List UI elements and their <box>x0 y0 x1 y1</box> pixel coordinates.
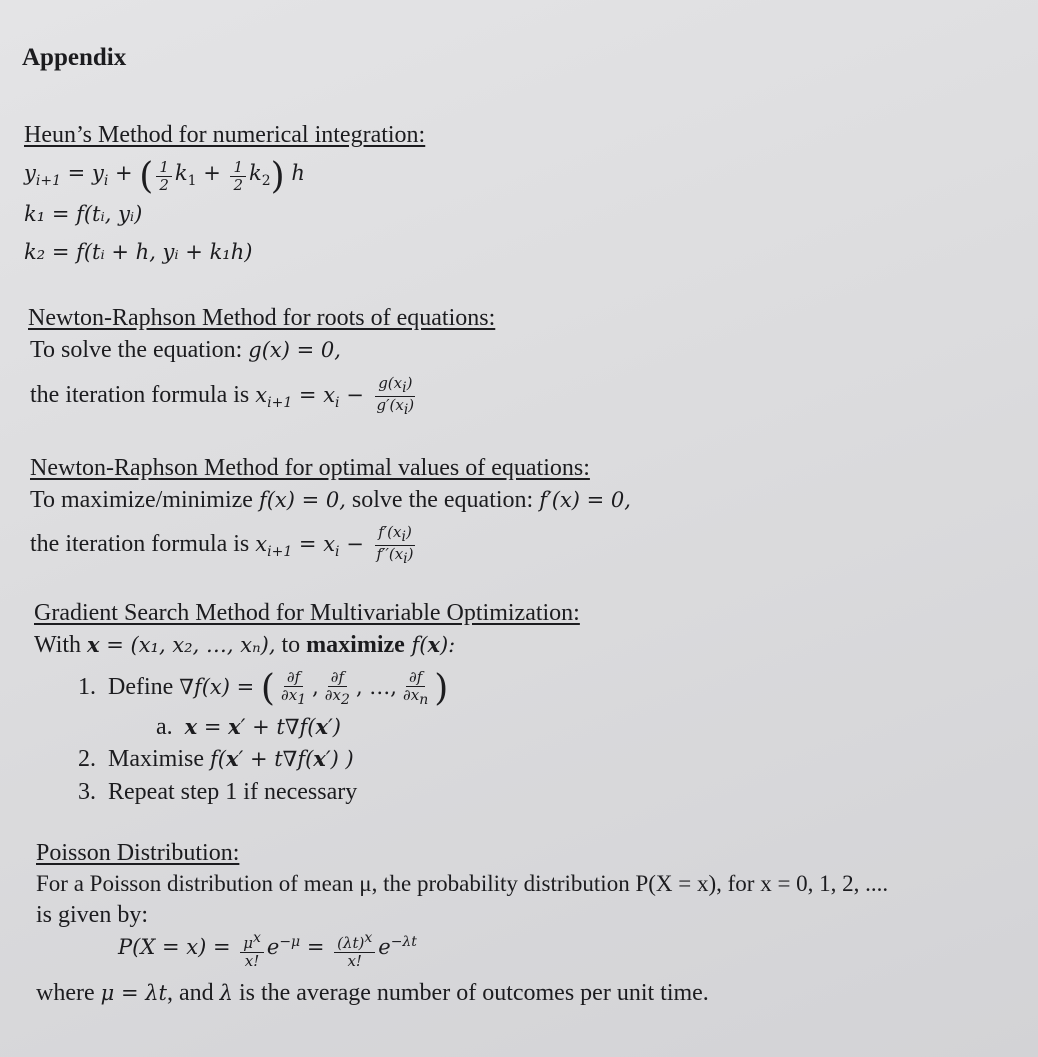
step2-number: 2. <box>78 746 96 772</box>
nr-opt-line2-text: the iteration formula is <box>30 531 256 558</box>
gradient-with-line: With x = (x₁, x₂, …, xₙ), to maximize f(x): <box>34 632 456 658</box>
poisson-line1: For a Poisson distribution of mean μ, the probability distribution P(X = x), for x = 0, 1, 2, .... <box>36 871 889 896</box>
poisson-where: where <box>36 980 101 1006</box>
nr-opt-line1 <box>30 487 631 514</box>
nr-opt-fraction: $\frac{f'(x_i)}{f''(x_i)}$ <box>376 523 414 568</box>
poisson-heading: Poisson Distribution: <box>36 840 240 866</box>
heun-heading: Heun’s Method for numerical integration: <box>24 122 426 148</box>
nr-roots-heading: Newton-Raphson Method for roots of equations: <box>28 305 496 331</box>
nr-opt-line2: the iteration formula is $x_{i+1} = x_i$ − $\frac{f'(x_i)}{f''(x_i)}$ <box>30 524 420 567</box>
step2-text: Maximise <box>108 746 210 772</box>
poisson-line2: is given by: <box>36 902 148 928</box>
poisson-desc: is the average number of outcomes per unit time. <box>232 980 709 1006</box>
gradient-vector: = (x₁, x₂, …, xₙ), <box>99 633 276 657</box>
nr-opt-line1a: To maximize/minimize <box>30 487 259 513</box>
nr-roots-line2: the iteration formula is $x_{i+1} = x_i$ − $\frac{g(x_i)}{g'(x_i)}$ <box>30 375 420 418</box>
heun-k1: k₁ = f(tᵢ, yᵢ) <box>24 202 143 226</box>
nr-roots-line1-text: To solve the equation: <box>30 337 249 363</box>
heun-k2: k₂ = f(tᵢ + h, yᵢ + k₁h) <box>24 240 253 264</box>
gradient-step1: 1. Define ∇f(x) = ( $\frac{\partial f}{\partial x_1}$ , $\frac{\partial f}{\partial x_2}$ , …, $\frac{\partial f}{\partial x_n}$ ) <box>78 667 449 709</box>
nr-opt-line1b: solve the equation: <box>345 487 540 513</box>
gradient-step3 <box>78 779 357 806</box>
step3-number: 3. <box>78 779 96 805</box>
nr-roots-equation: g(x) = 0, <box>248 338 341 362</box>
gradient-heading: Gradient Search Method for Multivariable Optimization: <box>34 600 580 626</box>
poisson-and: , and <box>166 980 220 1006</box>
gradient-with-text: With <box>34 632 88 658</box>
step-a-number: a. <box>156 714 173 740</box>
step3-text: Repeat step 1 if necessary <box>108 779 358 805</box>
nr-roots-fraction: $\frac{g(x_i)}{g'(x_i)}$ <box>376 374 415 419</box>
step1-number: 1. <box>78 674 96 701</box>
gradient-step-a: a. x = x′ + t∇f(x′) <box>156 714 341 740</box>
poisson-formula: P(X = x) = $\frac{\mu^x}{x!}$ $e^{-\mu}$ = $\frac{(\lambda t)^x}{x!}$ $e^{-\lambda t}$ <box>118 930 417 971</box>
gradient-to-text: to <box>275 632 307 658</box>
nr-roots-line2-text: the iteration formula is <box>30 382 256 409</box>
appendix-title: Appendix <box>22 44 127 71</box>
step1-text: Define <box>108 674 180 701</box>
gradient-step2: 2. Maximise f(x′ + t∇f(x′) ) <box>78 746 354 772</box>
poisson-line3: where μ = λt, and λ is the average number of outcomes per unit time. <box>36 980 709 1006</box>
nr-roots-line1 <box>30 337 341 364</box>
nr-opt-eq1: f(x) = 0, <box>258 488 346 512</box>
heun-formula-yi1: $y_{i+1} = y_i$ + ( $\frac{1}{2}$ $k_1$ + $\frac{1}{2}$ $k_2$) h <box>24 156 305 197</box>
nr-opt-eq2: f′(x) = 0, <box>539 488 631 512</box>
nr-opt-heading: Newton-Raphson Method for optimal values of equations: <box>30 455 590 481</box>
gradient-maximize: maximize <box>306 632 405 658</box>
